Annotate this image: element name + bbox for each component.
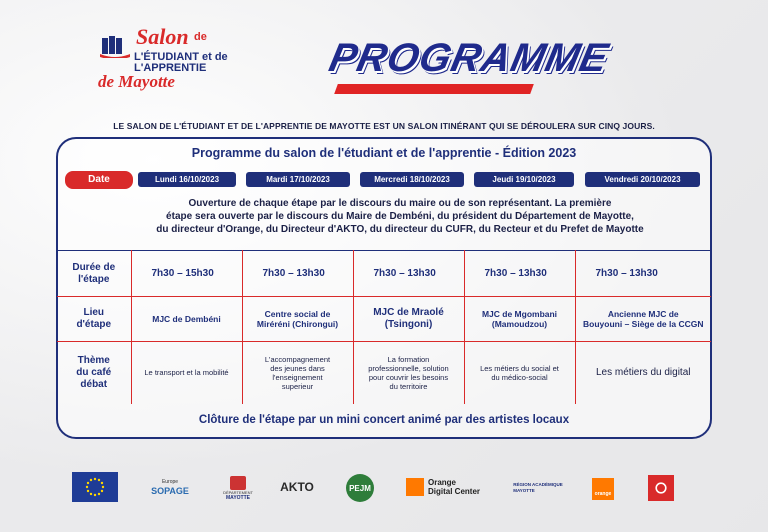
duree-cell: 7h30 – 15h30	[131, 251, 242, 297]
row-header-line: l'étape	[78, 273, 110, 285]
programme-title	[325, 30, 613, 96]
lieu-cell	[464, 297, 575, 342]
row-header-line: Durée de	[72, 261, 116, 273]
day-monday: Lundi 16/10/2023	[138, 172, 236, 187]
region-academique-logo	[512, 475, 564, 501]
opening-line: étape sera ouverte par le discours du Maire de Dembéni, du président du Département de Mayotte,	[166, 211, 634, 222]
row-header-line: d'étape	[76, 319, 112, 330]
table-row-lieu	[57, 297, 711, 342]
cufr-emblem-icon	[653, 480, 669, 496]
region-line: MAYOTTE	[513, 488, 535, 493]
day-friday: Vendredi 20/10/2023	[585, 172, 700, 187]
cell-line: La formation	[387, 354, 430, 364]
row-header-line: débat	[80, 378, 108, 390]
orange-square-icon	[406, 478, 424, 496]
cell-line: Le transport et la mobilité	[144, 368, 229, 378]
closing-text: Clôture de l'étape par un mini concert animé par des artistes locaux	[198, 414, 570, 426]
day-thursday: Jeudi 19/10/2023	[474, 172, 574, 187]
eu-flag-logo	[72, 472, 118, 502]
orange-digital-center-logo	[406, 477, 488, 497]
title-underline	[334, 84, 534, 94]
row-header-theme	[57, 342, 131, 404]
programme-table	[57, 250, 711, 404]
lieu-cell	[131, 297, 242, 342]
row-header-duree	[57, 251, 131, 297]
theme-cell	[464, 342, 575, 404]
logo-line-4: de Mayotte	[98, 72, 175, 91]
theme-cell	[575, 342, 711, 404]
cell-line: L'accompagnement	[264, 354, 331, 364]
akto-logo: AKTO	[280, 480, 314, 494]
book-icon	[100, 36, 130, 58]
date-label: Date	[65, 171, 133, 189]
opening-line: Ouverture de chaque étape par le discours du maire ou de son représentant. La première	[188, 198, 612, 209]
duree-cell: 7h30 – 13h30	[575, 251, 711, 297]
cell-line: professionnelle, solution	[368, 363, 449, 373]
duree-cell: 7h30 – 13h30	[353, 251, 464, 297]
table-row-duree	[57, 251, 711, 297]
dept-line: MAYOTTE	[226, 494, 250, 501]
cell-line: du médico-social	[491, 372, 548, 382]
crest-icon	[230, 476, 246, 490]
cell-line: Miréréni (Chirongui)	[256, 319, 339, 329]
theme-cell	[353, 342, 464, 404]
cell-line: pour couvrir les besoins	[368, 372, 449, 382]
logo-line-1b: de	[194, 31, 207, 43]
logo-line-1: Salon	[136, 24, 189, 49]
departement-mayotte-logo	[220, 473, 256, 503]
sopage-line: SOPAGE	[151, 486, 189, 496]
table-row-theme	[57, 342, 711, 404]
intro-text: LE SALON DE L'ÉTUDIANT ET DE L'APPRENTIE DE MAYOTTE EST UN SALON ITINÉRANT QUI SE DÉROULERA SUR CINQ JOURS.	[113, 121, 655, 131]
duree-cell: 7h30 – 13h30	[464, 251, 575, 297]
odc-line: Digital Center	[428, 487, 481, 496]
logo-line-3: L'APPRENTIE	[134, 62, 207, 74]
cell-line: MJC de Mgombani	[481, 309, 558, 319]
day-tuesday: Mardi 17/10/2023	[246, 172, 350, 187]
dept-line: DÉPARTEMENT	[223, 489, 253, 495]
programme-title-text: PROGRAMME	[325, 36, 613, 80]
logo-line-2: L'ÉTUDIANT et de	[134, 51, 228, 63]
row-header-line: Lieu	[83, 307, 105, 318]
sopage-logo	[142, 474, 198, 500]
day-wednesday: Mercredi 18/10/2023	[360, 172, 464, 187]
eu-stars-icon	[80, 475, 110, 499]
cell-line: Ancienne MJC de	[607, 309, 679, 319]
cell-line: superieur	[281, 381, 314, 391]
row-header-line: Thème	[77, 354, 110, 366]
cell-line: du territoire	[389, 381, 428, 391]
box-title: Programme du salon de l'étudiant et de l'apprentie - Édition 2023	[191, 146, 577, 160]
row-header-line: du café	[76, 366, 112, 378]
duree-cell: 7h30 – 13h30	[242, 251, 353, 297]
cell-line: (Tsingoni)	[384, 319, 433, 330]
cufr-logo	[648, 475, 674, 501]
cell-line: Les métiers du social et	[480, 363, 559, 373]
cell-line: Bouyouni – Siège de la CCGN	[583, 319, 704, 329]
cell-line: MJC de Mraolé	[373, 307, 444, 318]
orange-logo-text: orange	[594, 491, 612, 497]
cell-line: (Mamoudzou)	[491, 319, 548, 329]
cell-line: Les métiers du digital	[596, 367, 691, 379]
cell-line: Centre social de	[264, 309, 331, 319]
sopage-line: Europe	[161, 479, 179, 485]
lieu-cell	[242, 297, 353, 342]
opening-text	[80, 197, 720, 236]
cell-line: MJC de Dembéni	[152, 314, 221, 324]
partner-logos	[0, 470, 768, 510]
cell-line: des jeunes dans	[270, 363, 325, 373]
lieu-cell	[353, 297, 464, 342]
lieu-cell	[575, 297, 711, 342]
theme-cell	[131, 342, 242, 404]
pejm-logo: PEJM	[346, 474, 374, 502]
odc-line: Orange	[428, 478, 457, 487]
region-line: RÉGION ACADÉMIQUE	[513, 482, 563, 487]
opening-line: du directeur d'Orange, du Directeur d'AKTO, du directeur du CUFR, du Recteur et du Prefet de Mayotte	[156, 224, 644, 235]
cell-line: l'enseignement	[272, 372, 323, 382]
theme-cell	[242, 342, 353, 404]
orange-logo	[592, 478, 614, 500]
salon-logo	[98, 22, 228, 92]
row-header-lieu	[57, 297, 131, 342]
